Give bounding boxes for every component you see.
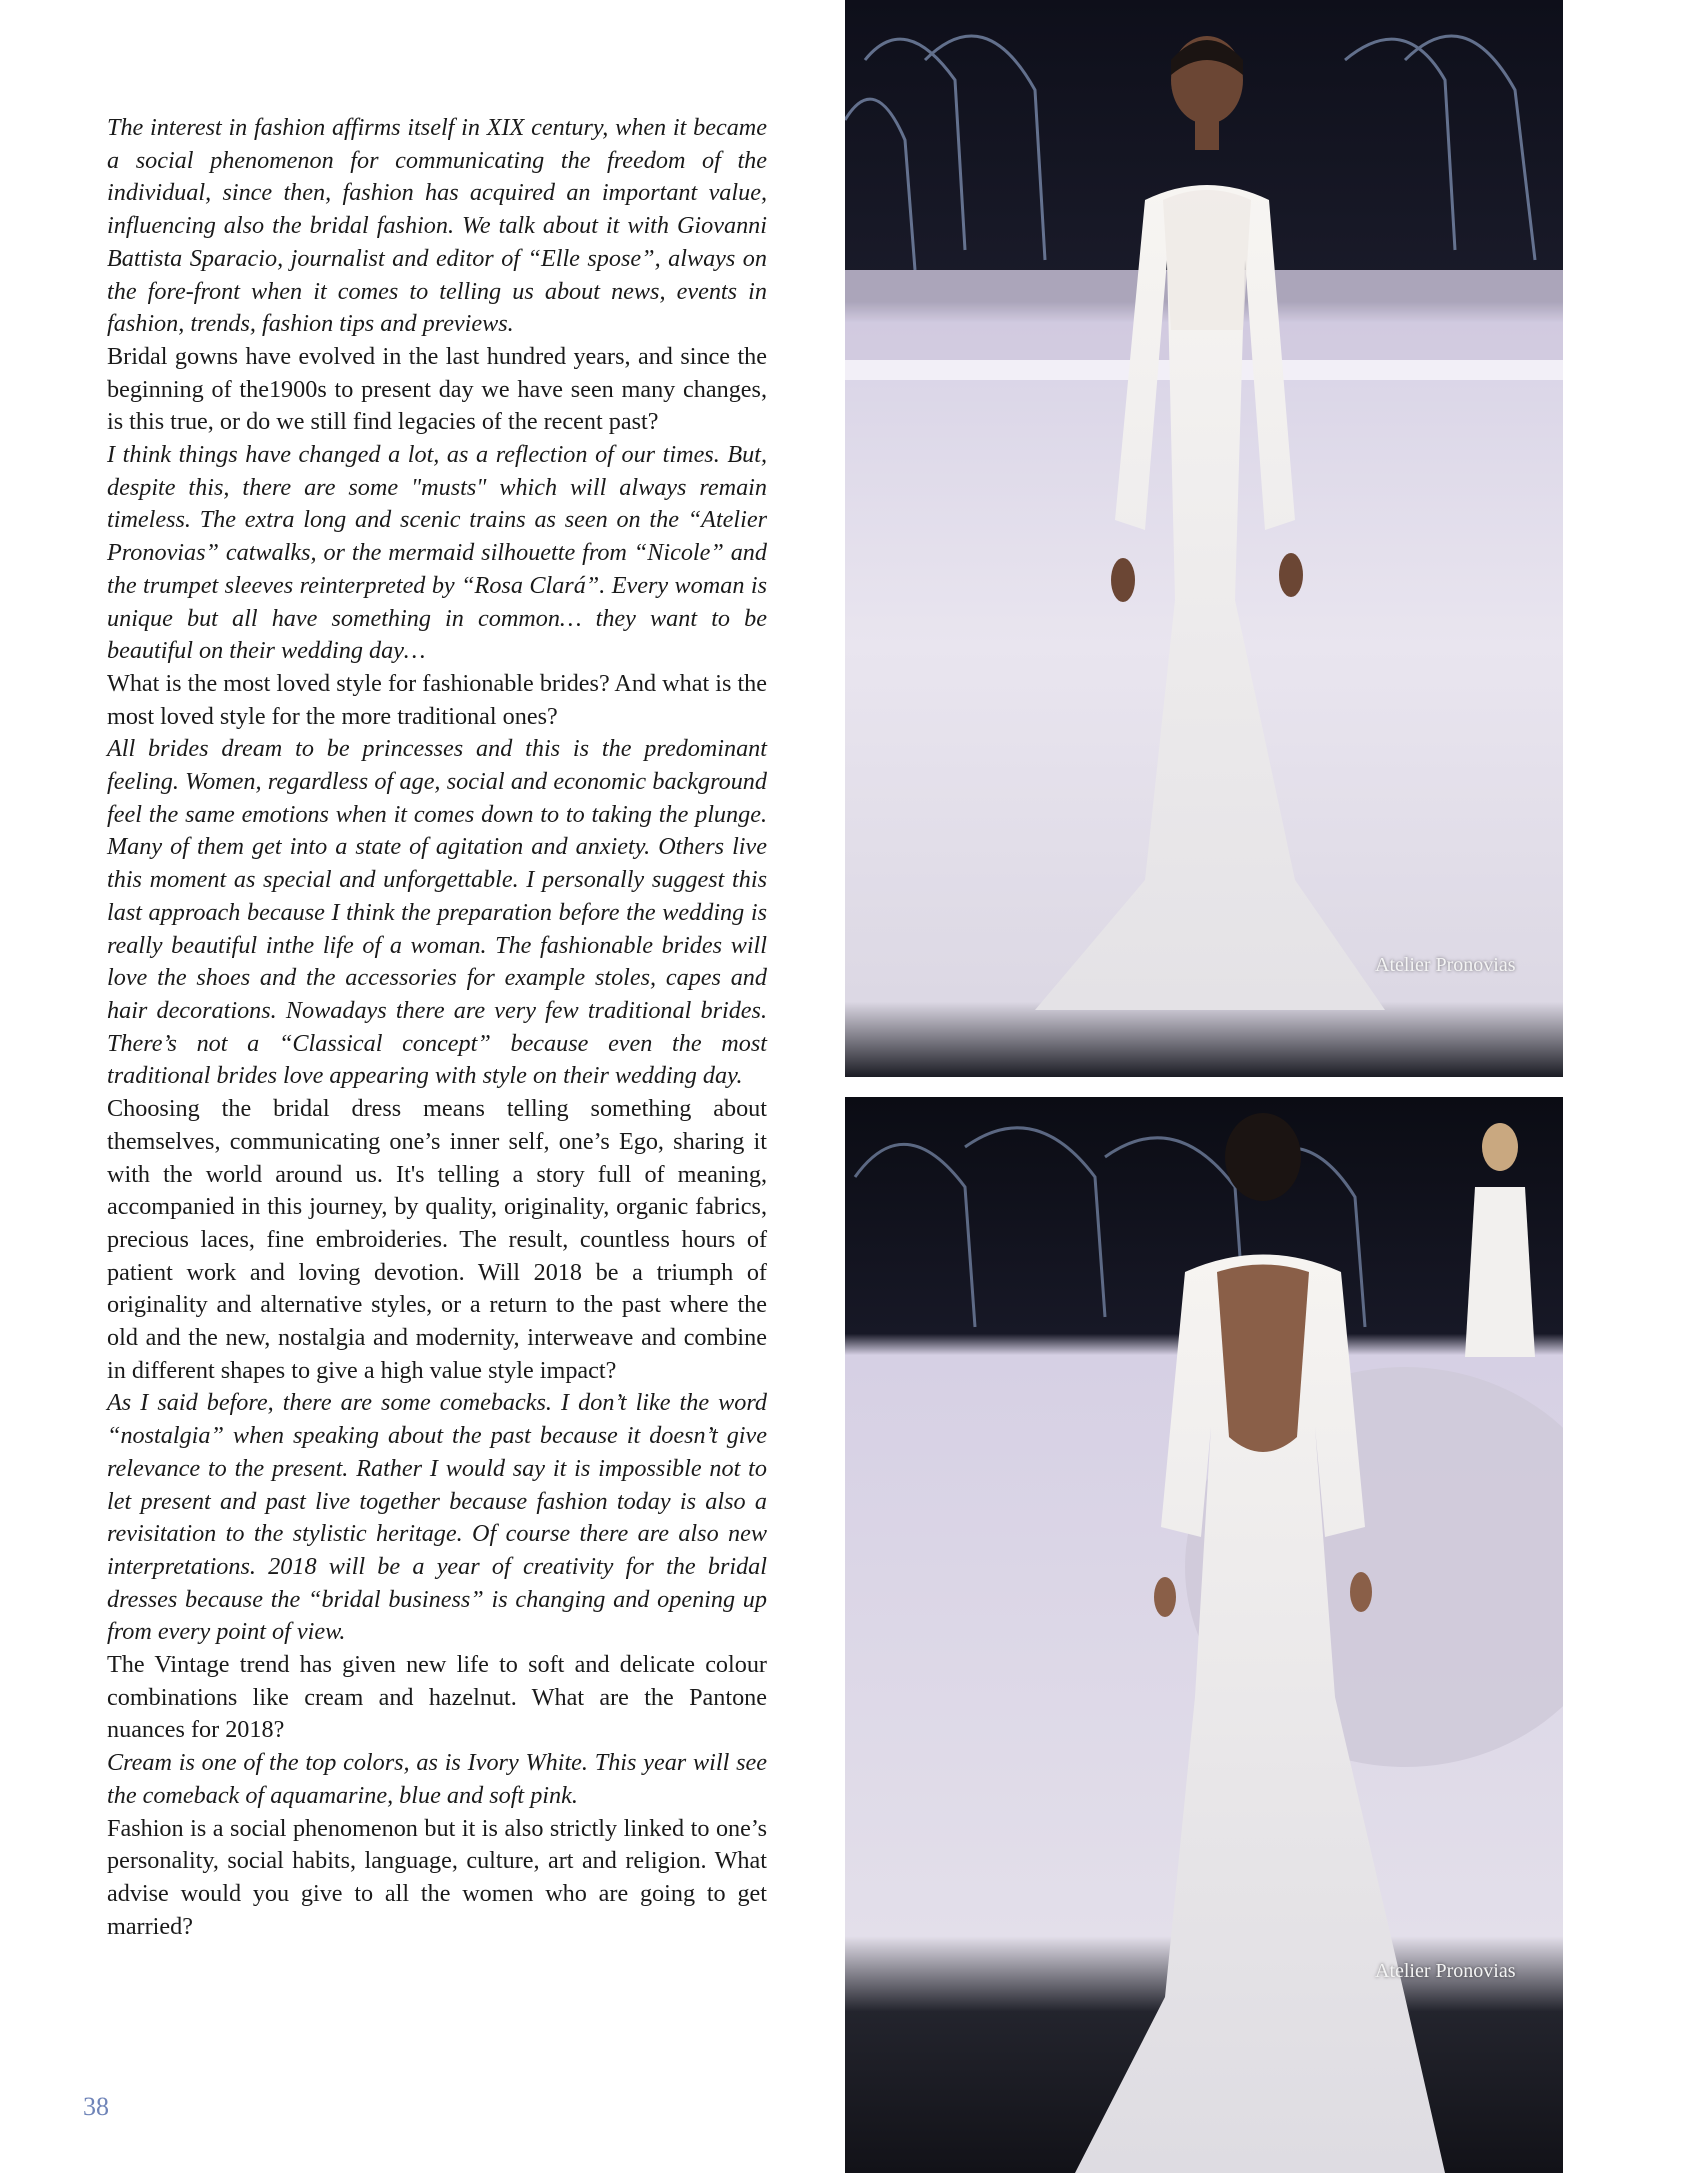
question-paragraph: What is the most loved style for fashionable brides? And what is the most loved style for the more traditional ones?: [107, 669, 767, 730]
photo-caption-bottom: Atelier Pronovias: [1375, 1960, 1516, 1982]
runway-photo-front: [845, 0, 1563, 1077]
question-paragraph: Bridal gowns have evolved in the last hundred years, and since the beginning of the1900s to present day we have seen many changes, is this true, or do we still find legacies of the recent past?: [107, 342, 767, 436]
answer-paragraph: Cream is one of the top colors, as is Ivory White. This year will see the comeback of aquamarine, blue and soft pink.: [107, 1749, 767, 1809]
question-paragraph: Choosing the bridal dress means telling something about themselves, communicating one’s inner self, one’s Ego, sharing it with the world around us. It's telling a story full of meaning, accompanied in this journey, by quality, originality, organic fabrics, precious laces, fine embroideries. The result, countless hours of patient work and loving devotion. Will 2018 be a triumph of originality and alternative styles, or a return to the past where the old and the new, nostalgia and modernity, interweave and combine in different shapes to give a high value style impact?: [107, 1095, 767, 1384]
question-paragraph: Fashion is a social phenomenon but it is also strictly linked to one’s personality, social habits, language, culture, art and religion. What advise would you give to all the women who are going to get married?: [107, 1814, 767, 1940]
runway-photo-back: [845, 1097, 1563, 2173]
answer-paragraph: All brides dream to be princesses and this is the predominant feeling. Women, regardless of age, social and economic background feel the same emotions when it comes down to to taking the plunge. Many of them get into a state of agitation and anxiety. Others live this moment as special and unforgettable. I personally suggest this last approach because I think the preparation before the wedding is really beautiful inthe life of a woman. The fashionable brides will love the shoes and the accessories for example stoles, capes and hair decorations. Nowadays there are very few traditional brides. There’s not a “Classical concept” because even the most traditional brides love appearing with style on their wedding day.: [107, 735, 767, 1090]
question-paragraph: The Vintage trend has given new life to soft and delicate colour combinations like cream and hazelnut. What are the Pantone nuances for 2018?: [107, 1651, 767, 1744]
page-number: 38: [83, 2092, 109, 2121]
answer-paragraph: I think things have changed a lot, as a reflection of our times. But, despite this, there are some "musts" which will always remain timeless. The extra long and scenic trains as seen on the “Atelier Pronovias” catwalks, or the mermaid silhouette from “Nicole” and the trumpet sleeves reinterpreted by “Rosa Clará”. Every woman is unique but all have something in common… they want to be beautiful on their wedding day…: [107, 441, 767, 665]
answer-paragraph: As I said before, there are some comebacks. I don’t like the word “nostalgia” when speaking about the past because it doesn’t give relevance to the present. Rather I would say it is impossible not to let present and past live together because fashion today is also a revisitation to the stylistic heritage. Of course there are also new interpretations. 2018 will be a year of creativity for the bridal dresses because the “bridal business” is changing and opening up from every point of view.: [107, 1389, 767, 1646]
article-body: [107, 112, 767, 1943]
intro-paragraph: The interest in fashion affirms itself in XIX century, when it became a social phenomenon for communicating the freedom of the individual, since then, fashion has acquired an important value, influencing also the bridal fashion. We talk about it with Giovanni Battista Sparacio, journalist and editor of “Elle spose”, always on the fore-front when it comes to telling us about news, events in fashion, trends, fashion tips and previews.: [107, 114, 767, 338]
photo-caption-top: Atelier Pronovias: [1375, 954, 1516, 976]
